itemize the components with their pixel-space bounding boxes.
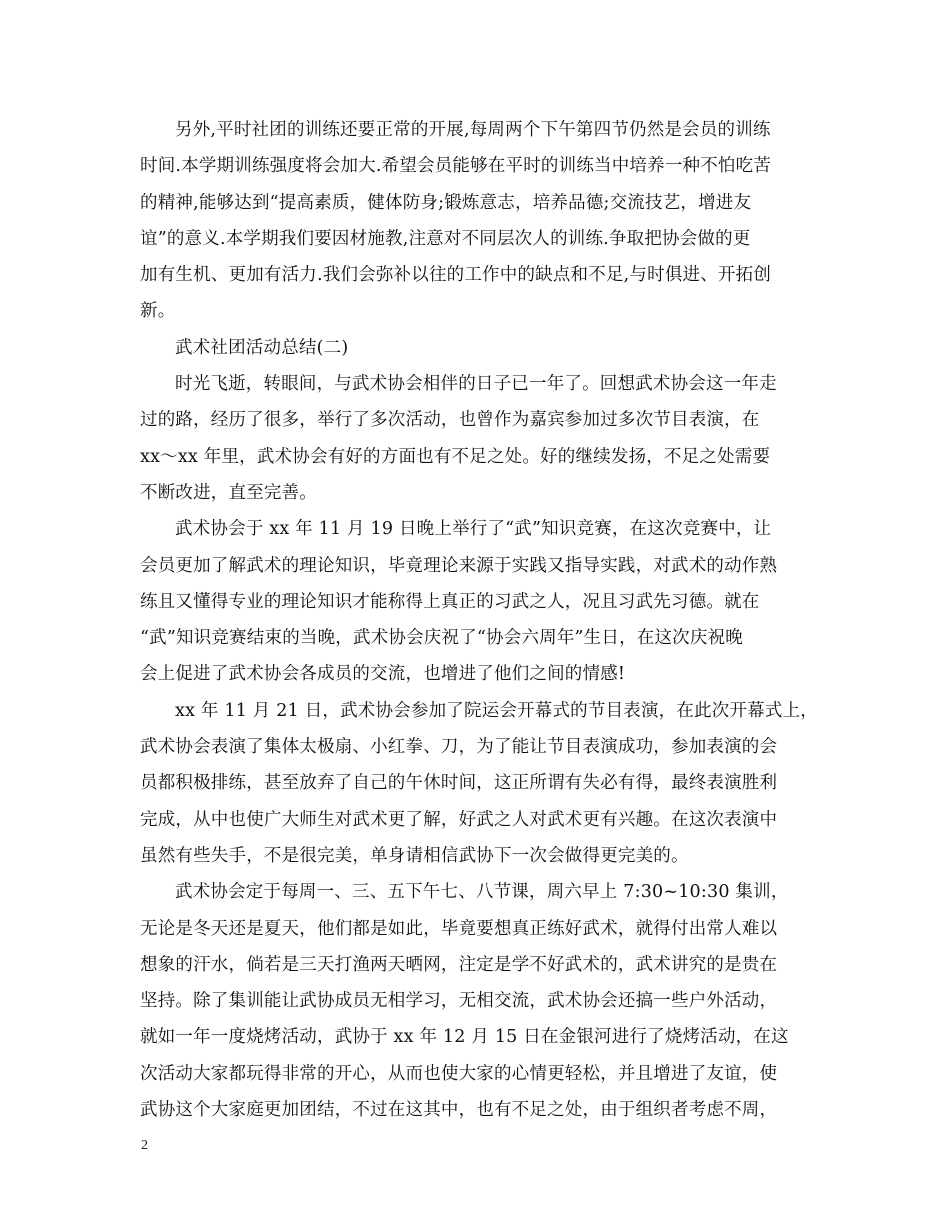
text-line: 不断改进，直至完善。 bbox=[140, 482, 317, 503]
text-line: xx～xx 年里，武术协会有好的方面也有不足之处。好的继续发扬，不足之处需要 bbox=[140, 446, 771, 467]
text-line: 加有生机、更加有活力.我们会弥补以往的工作中的缺点和不足,与时俱进、开拓创 bbox=[140, 265, 772, 286]
text-line: 练且又懂得专业的理论知识才能称得上真正的习武之人，况且习武先习德。就在 bbox=[140, 591, 760, 612]
text-line: 想象的汗水，倘若是三天打渔两天晒网，注定是学不好武术的，武术讲究的是贵在 bbox=[140, 954, 778, 975]
text-line: 时间.本学期训练强度将会加大.希望会员能够在平时的训练当中培养一种不怕吃苦 bbox=[140, 156, 772, 177]
paragraph bbox=[140, 511, 810, 692]
document-body bbox=[140, 112, 818, 1128]
text-line: 武术协会于 xx 年 11 月 19 日晚上举行了“武”知识竞赛，在这次竞赛中，让 bbox=[175, 519, 772, 540]
text-line: 虽然有些失手，不是很完美，单身请相信武协下一次会做得更完美的。 bbox=[140, 845, 689, 866]
heading-text: 武术社团活动总结(二) bbox=[175, 337, 349, 358]
text-line: 会上促进了武术协会各成员的交流，也增进了他们之间的情感! bbox=[140, 664, 626, 685]
text-line: 武术协会表演了集体太极扇、小红拳、刀，为了能让节目表演成功，参加表演的会 bbox=[140, 737, 778, 758]
text-line: 坚持。除了集训能让武协成员无相学习，无相交流，武术协会还搞一些户外活动， bbox=[140, 991, 778, 1012]
text-line: 就如一年一度烧烤活动，武协于 xx 年 12 月 15 日在金银河进行了烧烤活动，在这 bbox=[140, 1027, 789, 1048]
paragraph bbox=[140, 693, 818, 874]
text-line: 次活动大家都玩得非常的开心，从而也使大家的心情更轻松，并且增进了友谊，使 bbox=[140, 1063, 778, 1084]
text-line: 另外,平时社团的训练还要正常的开展,每周两个下午第四节仍然是会员的训练 bbox=[175, 120, 771, 140]
text-line: 武协这个大家庭更加团结，不过在这其中，也有不足之处，由于组织者考虑不周， bbox=[140, 1100, 778, 1121]
text-line: 无论是冬天还是夏天，他们都是如此，毕竟要想真正练好武术，就得付出常人难以 bbox=[140, 918, 778, 939]
text-line: 会员更加了解武术的理论知识，毕竟理论来源于实践又指导实践，对武术的动作熟 bbox=[140, 555, 778, 576]
paragraph bbox=[140, 366, 810, 511]
text-line: 过的路，经历了很多，举行了多次活动，也曾作为嘉宾参加过多次节目表演，在 bbox=[140, 410, 760, 431]
section-heading bbox=[140, 330, 810, 366]
text-line: 武术协会定于每周一、三、五下午七、八节课，周六早上 7:30~10:30 集训， bbox=[175, 882, 789, 903]
text-line: 时光飞逝，转眼间，与武术协会相伴的日子已一年了。回想武术协会这一年走 bbox=[175, 374, 777, 395]
paragraph bbox=[140, 874, 810, 1128]
text-line: 的精神,能够达到“提高素质，健体防身;锻炼意志，培养品德;交流技艺，增进友 bbox=[140, 192, 752, 213]
text-line: 谊”的意义.本学期我们要因材施教,注意对不同层次人的训练.争取把协会做的更 bbox=[140, 228, 751, 249]
text-line: 员都积极排练，甚至放弃了自己的午休时间，这正所谓有失必有得，最终表演胜利 bbox=[140, 773, 778, 794]
page-number: 2 bbox=[141, 1138, 148, 1153]
paragraph bbox=[140, 112, 810, 330]
text-line: 新。 bbox=[140, 301, 176, 322]
text-line: xx 年 11 月 21 日，武术协会参加了院运会开幕式的节目表演，在此次开幕式上， bbox=[175, 700, 818, 721]
text-line: 完成，从中也使广大师生对武术更了解，好武之人对武术更有兴趣。在这次表演中 bbox=[140, 809, 778, 830]
text-line: “武”知识竞赛结束的当晚，武术协会庆祝了“协会六周年”生日，在这次庆祝晚 bbox=[140, 628, 743, 649]
